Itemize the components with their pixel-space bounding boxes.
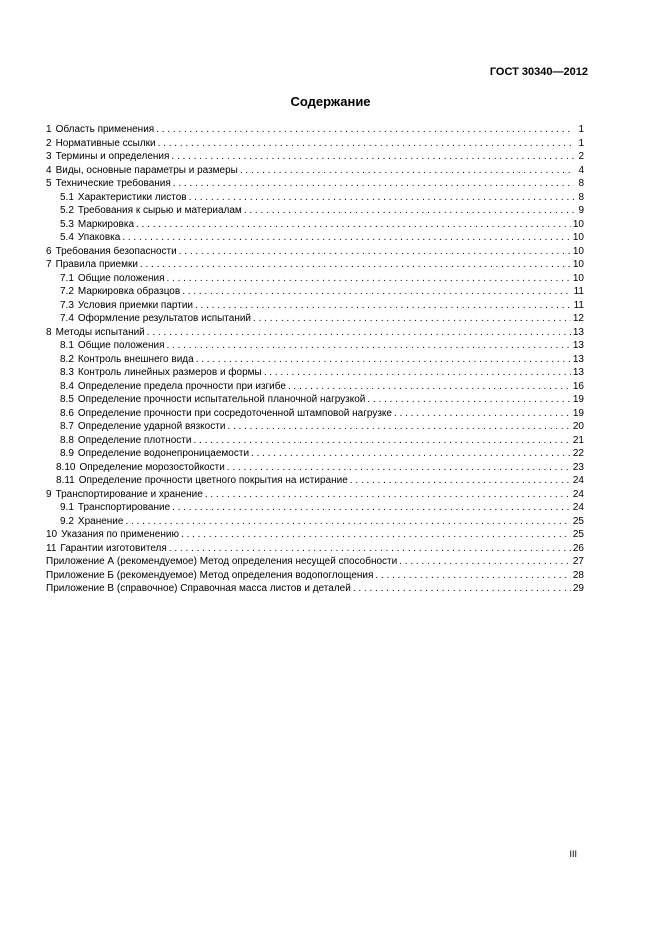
toc-entry[interactable] — [46, 339, 584, 353]
toc-entry-number: 8.11 — [56, 475, 75, 486]
toc-entry-number: 8 — [46, 326, 52, 338]
toc-dot-leader — [253, 312, 571, 326]
toc-entry-page: 19 — [572, 394, 584, 405]
toc-entry-label: Оформление результатов испытаний — [77, 313, 252, 324]
toc-entry-page: 8 — [578, 191, 584, 203]
toc-entry-page: 29 — [572, 583, 584, 594]
toc-entry-page: 1 — [578, 124, 584, 135]
toc-entry[interactable] — [46, 258, 584, 272]
toc-entry-number: 5.1 — [60, 191, 74, 203]
toc-entry-label: Определение ударной вязкости — [77, 421, 226, 432]
toc-dot-leader — [205, 488, 571, 502]
toc-entry-label: Приложение В (справочное) Справочная масса листов и деталей — [46, 583, 351, 594]
toc-entry-page: 22 — [572, 448, 584, 459]
toc-entry-page: 12 — [572, 313, 584, 324]
toc-dot-leader — [244, 204, 574, 218]
toc-entry-page: 10 — [572, 272, 584, 284]
toc-dot-leader — [173, 177, 574, 191]
toc-entry-number: 5.2 — [60, 205, 74, 216]
page-number: III — [569, 849, 577, 859]
toc-entry[interactable] — [46, 123, 584, 137]
toc-entry-label: Приложение А (рекомендуемое) Метод определения несущей способности — [46, 556, 398, 567]
toc-entry-label: Приложение Б (рекомендуемое) Метод определения водопоглощения — [46, 569, 374, 581]
toc-entry-page: 20 — [572, 421, 584, 432]
toc-entry-page: 1 — [578, 137, 584, 149]
toc-entry[interactable] — [46, 582, 584, 596]
toc-entry-number: 10 — [46, 529, 58, 540]
toc-entry-page: 10 — [572, 218, 584, 230]
toc-entry[interactable] — [46, 191, 584, 205]
toc-entry[interactable] — [46, 461, 584, 475]
toc-entry-page: 16 — [572, 380, 584, 392]
toc-entry[interactable] — [46, 218, 584, 232]
toc-entry-page: 13 — [572, 367, 584, 378]
toc-entry-number: 1 — [46, 124, 52, 135]
toc-entry-number: 7 — [46, 259, 52, 270]
toc-entry[interactable] — [46, 420, 584, 434]
toc-dot-leader — [264, 366, 571, 380]
toc-entry[interactable] — [46, 447, 584, 461]
toc-entry-label: Общие положения — [77, 272, 165, 284]
toc-entry-number: 2 — [46, 137, 52, 149]
toc-entry-label: Определение плотности — [77, 434, 192, 446]
toc-dot-leader — [227, 420, 570, 434]
toc-entry[interactable] — [46, 312, 584, 326]
toc-entry-label: Транспортирование и хранение — [55, 488, 203, 500]
toc-entry-page: 13 — [572, 340, 584, 351]
toc-entry-label: Виды, основные параметры и размеры — [55, 164, 238, 176]
toc-entry[interactable] — [46, 474, 584, 488]
toc-entry-number: 9.2 — [60, 515, 74, 527]
toc-entry-number: 8.2 — [60, 353, 74, 365]
toc-entry-page: 10 — [572, 259, 584, 270]
toc-entry-number: 9.1 — [60, 502, 74, 513]
toc-entry-number: 8.8 — [60, 434, 74, 446]
toc-entry-page: 10 — [572, 232, 584, 243]
toc-dot-leader — [167, 272, 571, 286]
toc-entry-label: Общие положения — [77, 340, 165, 351]
toc-entry-number: 8.10 — [56, 461, 76, 473]
toc-entry-label: Правила приемки — [55, 259, 138, 270]
toc-dot-leader — [399, 555, 571, 569]
toc-entry-label: Определение морозостойкости — [79, 461, 225, 473]
toc-entry-label: Определение прочности испытательной планочной нагрузкой — [77, 394, 366, 405]
toc-entry-page: 24 — [572, 475, 584, 486]
toc-entry[interactable] — [46, 137, 584, 151]
toc-entry-number: 8.9 — [60, 448, 74, 459]
toc-entry[interactable] — [46, 299, 584, 313]
table-of-contents — [46, 123, 584, 596]
toc-dot-leader — [147, 326, 571, 340]
toc-entry-label: Транспортирование — [77, 502, 171, 513]
toc-entry[interactable] — [46, 150, 584, 164]
toc-entry-label: Указания по применению — [61, 529, 179, 540]
toc-dot-leader — [240, 164, 574, 178]
toc-dot-leader — [158, 137, 574, 151]
toc-dot-leader — [140, 258, 571, 272]
toc-entry-label: Маркировка — [77, 218, 135, 230]
toc-entry-label: Упаковка — [77, 232, 121, 243]
toc-dot-leader — [179, 245, 571, 259]
toc-entry[interactable] — [46, 231, 584, 245]
toc-entry[interactable] — [46, 393, 584, 407]
toc-entry-number: 3 — [46, 151, 52, 162]
toc-entry-label: Технические требования — [55, 178, 171, 189]
toc-entry-label: Область применения — [55, 124, 155, 135]
toc-entry-page: 9 — [578, 205, 584, 216]
toc-entry-label: Хранение — [77, 515, 124, 527]
toc-entry[interactable] — [46, 366, 584, 380]
toc-entry-number: 7.3 — [60, 299, 74, 311]
toc-entry-page: 28 — [572, 569, 584, 581]
toc-entry-label: Требования безопасности — [55, 245, 177, 257]
toc-entry-label: Термины и определения — [55, 151, 170, 162]
toc-entry-label: Определение прочности цветного покрытия на истирание — [78, 475, 348, 486]
toc-entry-number: 5 — [46, 178, 52, 189]
toc-entry-number: 8.6 — [60, 407, 74, 419]
toc-entry-page: 13 — [572, 326, 584, 338]
toc-entry-number: 5.3 — [60, 218, 74, 230]
toc-dot-leader — [196, 353, 571, 367]
toc-entry-label: Нормативные ссылки — [55, 137, 156, 149]
toc-entry[interactable] — [46, 555, 584, 569]
toc-entry-page: 23 — [572, 461, 584, 473]
toc-dot-leader — [227, 461, 571, 475]
toc-entry-page: 21 — [572, 434, 584, 446]
toc-entry[interactable] — [46, 204, 584, 218]
toc-entry[interactable] — [46, 434, 584, 448]
toc-dot-leader — [125, 515, 570, 529]
toc-entry-page: 4 — [578, 164, 584, 176]
toc-entry-page: 25 — [572, 529, 584, 540]
toc-dot-leader — [181, 528, 571, 542]
toc-entry[interactable] — [46, 353, 584, 367]
toc-dot-leader — [182, 285, 571, 299]
toc-entry-label: Гарантии изготовителя — [60, 542, 167, 554]
toc-dot-leader — [195, 299, 572, 313]
toc-dot-leader — [288, 380, 571, 394]
toc-entry[interactable] — [46, 515, 584, 529]
toc-dot-leader — [193, 434, 570, 448]
toc-entry-page: 19 — [572, 407, 584, 419]
toc-entry-label: Контроль линейных размеров и формы — [77, 367, 262, 378]
toc-entry[interactable] — [46, 326, 584, 340]
toc-entry-page: 25 — [572, 515, 584, 527]
toc-dot-leader — [375, 569, 570, 583]
toc-entry[interactable] — [46, 542, 584, 556]
toc-entry-label: Требования к сырью и материалам — [77, 205, 242, 216]
toc-entry-page: 24 — [572, 502, 584, 513]
toc-dot-leader — [172, 501, 571, 515]
toc-entry-number: 8.5 — [60, 394, 74, 405]
toc-dot-leader — [394, 407, 571, 421]
toc-entry-label: Маркировка образцов — [77, 286, 181, 297]
toc-entry-page: 8 — [578, 178, 584, 189]
toc-entry[interactable] — [46, 164, 584, 178]
toc-entry[interactable] — [46, 380, 584, 394]
toc-entry[interactable] — [46, 245, 584, 259]
toc-dot-leader — [251, 447, 571, 461]
toc-entry-number: 7.2 — [60, 286, 74, 297]
toc-dot-leader — [367, 393, 570, 407]
toc-entry-page: 11 — [573, 299, 584, 311]
toc-dot-leader — [122, 231, 571, 245]
toc-entry[interactable] — [46, 272, 584, 286]
toc-entry-label: Определение предела прочности при изгибе — [77, 380, 286, 392]
toc-entry-page: 27 — [572, 556, 584, 567]
toc-entry[interactable] — [46, 177, 584, 191]
toc-entry-number: 7.1 — [60, 272, 74, 284]
toc-entry-label: Определение прочности при сосредоточенной штамповой нагрузке — [77, 407, 392, 419]
toc-entry-number: 8.1 — [60, 340, 74, 351]
toc-entry[interactable] — [46, 501, 584, 515]
page-title: Содержание — [290, 94, 371, 109]
toc-entry-page: 26 — [572, 542, 584, 554]
toc-dot-leader — [353, 582, 571, 596]
toc-entry[interactable] — [46, 488, 584, 502]
toc-entry-page: 10 — [572, 245, 584, 257]
toc-entry-page: 11 — [573, 286, 584, 297]
toc-dot-leader — [189, 191, 574, 205]
toc-entry[interactable] — [46, 407, 584, 421]
toc-dot-leader — [169, 542, 571, 556]
document-code: ГОСТ 30340—2012 — [489, 66, 588, 78]
toc-entry-label: Условия приемки партии — [77, 299, 193, 311]
toc-entry-number: 4 — [46, 164, 52, 176]
toc-entry[interactable] — [46, 285, 584, 299]
toc-entry-number: 8.7 — [60, 421, 74, 432]
toc-entry-number: 11 — [46, 542, 57, 554]
toc-dot-leader — [171, 150, 574, 164]
toc-entry-number: 5.4 — [60, 232, 74, 243]
toc-entry[interactable] — [46, 528, 584, 542]
toc-entry-label: Характеристики листов — [77, 191, 187, 203]
toc-entry-number: 7.4 — [60, 313, 74, 324]
toc-entry-page: 24 — [572, 488, 584, 500]
toc-dot-leader — [350, 474, 571, 488]
toc-entry[interactable] — [46, 569, 584, 583]
toc-entry-number: 9 — [46, 488, 52, 500]
toc-dot-leader — [156, 123, 574, 137]
toc-dot-leader — [136, 218, 571, 232]
toc-entry-number: 8.4 — [60, 380, 74, 392]
toc-entry-label: Контроль внешнего вида — [77, 353, 194, 365]
toc-entry-label: Определение водонепроницаемости — [77, 448, 250, 459]
toc-entry-page: 13 — [572, 353, 584, 365]
toc-entry-number: 8.3 — [60, 367, 74, 378]
toc-dot-leader — [167, 339, 571, 353]
toc-entry-label: Методы испытаний — [55, 326, 145, 338]
toc-entry-page: 2 — [578, 151, 584, 162]
toc-entry-number: 6 — [46, 245, 52, 257]
